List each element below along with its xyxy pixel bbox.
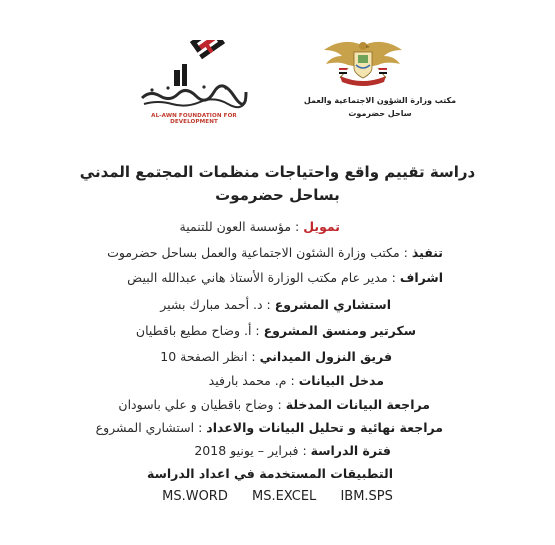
period-value: : فبراير – يونيو 2018 <box>194 443 311 458</box>
implementation-row <box>107 245 443 260</box>
study-title-line2: بساحل حضرموت <box>215 186 340 204</box>
data-review-row <box>118 397 430 412</box>
implementation-label: تنفيذ <box>411 245 443 260</box>
al-awn-english-name: AL-AWN FOUNDATION FOR DEVELOPMENT <box>151 113 237 125</box>
final-review-value: : استشاري المشروع <box>95 420 207 435</box>
data-entry-value: : م. محمد بارفيد <box>208 373 299 388</box>
period-row <box>194 443 391 458</box>
apps-heading-row <box>147 466 393 481</box>
field-team-label: فريق النزول الميداني <box>259 349 392 364</box>
apps-list <box>0 489 555 504</box>
data-entry-label: مدخل البيانات <box>298 373 384 388</box>
supervision-row <box>127 270 443 285</box>
funding-value: : مؤسسة العون للتنمية <box>179 219 304 234</box>
yemen-emblem-icon <box>318 38 408 88</box>
secretary-row <box>136 323 416 338</box>
final-review-row <box>96 420 443 435</box>
secretary-label: سكرتير ومنسق المشروع <box>263 323 416 338</box>
consultant-label: استشاري المشروع <box>274 297 391 312</box>
consultant-value: : د. أحمد مبارك بشير <box>160 297 275 312</box>
funding-row <box>180 219 341 234</box>
apps-heading: التطبيقات المستخدمة في اعداد الدراسة <box>147 466 393 481</box>
al-awn-logo-icon <box>138 40 250 114</box>
supervision-value: : مدير عام مكتب الوزارة الأستاذ هاني عبدالله البيض <box>127 270 400 285</box>
app-item: MS.WORD <box>162 489 228 504</box>
study-title-line1: دراسة تقييم واقع واحتياجات منظمات المجتمع المدني <box>79 163 476 181</box>
supervision-label: اشراف <box>399 270 443 285</box>
data-review-value: : وضاح باقطيان و علي باسودان <box>118 397 286 412</box>
field-team-value: : انظر الصفحة 10 <box>160 349 260 364</box>
app-item: IBM.SPS <box>340 489 393 504</box>
final-review-label: مراجعة نهائية و تحليل البيانات والاعداد <box>206 420 443 435</box>
app-item: MS.EXCEL <box>251 489 317 504</box>
ministry-name: مكتب وزارة الشؤون الاجتماعية والعمل <box>303 96 457 105</box>
field-team-row <box>160 349 392 364</box>
data-entry-row <box>209 373 384 388</box>
funding-label: تمويل <box>303 219 340 234</box>
data-review-label: مراجعة البيانات المدخلة <box>285 397 430 412</box>
consultant-row <box>160 297 391 312</box>
ministry-branch: ساحل حضرموت <box>348 109 412 118</box>
period-label: فترة الدراسة <box>310 443 391 458</box>
implementation-value: : مكتب وزارة الشئون الاجتماعية والعمل بساحل حضرموت <box>107 245 412 260</box>
secretary-value: : أ. وضاح مطيع باقطيان <box>135 323 264 338</box>
